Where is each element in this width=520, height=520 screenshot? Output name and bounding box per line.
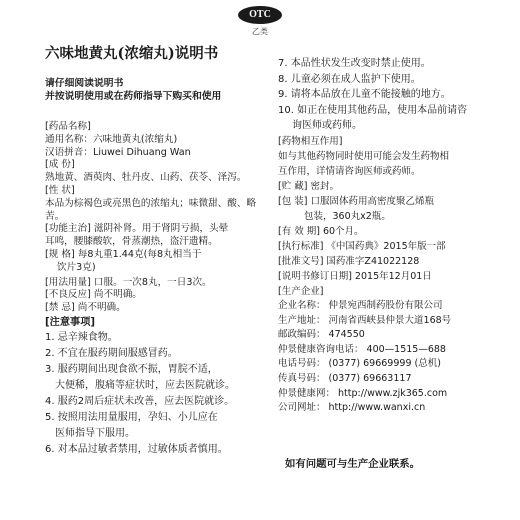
phone-number: 电话号码： (0377) 69669999 (总机) [278, 358, 441, 370]
interaction-text-cont: 互作用，详情请咨询医师或药师。 [278, 165, 421, 177]
interaction-header: [药物相互作用] [278, 135, 343, 147]
precaution-item: 8. 儿童必须在成人监护下使用。 [278, 73, 421, 85]
right-column [278, 56, 500, 416]
precaution-item: 2. 不宜在服药期间服感冒药。 [45, 347, 178, 359]
contraindications-text: [禁 忌] 尚不明确。 [45, 302, 126, 314]
precaution-item: 10. 如正在使用其他药品，使用本品前请咨 [278, 104, 468, 116]
document-title: 六味地黄丸(浓缩丸)说明书 [45, 45, 219, 62]
character-text: 本品为棕褐色或亮黑色的浓缩丸；味微甜、酸、略苦。 [45, 197, 257, 222]
precautions-list-left [45, 330, 260, 458]
standard-text: [执行标准] 《中国药典》2015年版一部 [278, 240, 446, 252]
postal-code: 邮政编码： 474550 [278, 329, 365, 341]
storage-text: [贮 藏] 密封。 [278, 180, 339, 192]
health-website: 仲景健康网： http://www.zjk365.com [278, 387, 448, 399]
pinyin-name: 汉语拼音：Liuwei Dihuang Wan [45, 146, 191, 158]
company-address: 生产地址： 河南省西峡县仲景大道168号 [278, 314, 452, 326]
interaction-text: 如与其他药物同时使用可能会发生药物相 [278, 150, 450, 162]
character-header: [性 状] [45, 184, 75, 196]
precaution-item: 4. 服药2周后症状未改善，应去医院就诊。 [45, 395, 235, 407]
specification-text: [规 格] 每8丸重1.44克(每8丸相当于 [45, 248, 202, 260]
precaution-item: 7. 本品性状发生改变时禁止使用。 [278, 58, 431, 69]
indication-text: [功能主治] 滋阴补肾。用于肾阴亏损，头晕 [45, 223, 229, 235]
usage-text: [用法用量] 口服。一次8丸，一日3次。 [45, 276, 212, 288]
precaution-item-cont: 医师指导下服用。 [55, 427, 135, 439]
precaution-item: 6. 对本品过敏者禁用，过敏体质者慎用。 [45, 443, 228, 455]
otc-badge [232, 6, 288, 40]
ingredients-header: [成 份] [45, 159, 75, 171]
left-column [45, 44, 260, 458]
health-hotline: 仲景健康咨询电话： 400—1515—688 [278, 343, 446, 355]
precaution-item: 5. 按照用法用量服用，孕妇、小儿应在 [45, 411, 218, 423]
fax-number: 传真号码： (0377) 69663117 [278, 372, 412, 384]
revision-date-text: [说明书修订日期] 2015年12月01日 [278, 270, 432, 282]
company-info [278, 299, 500, 416]
specification-text-cont: 饮片3克) [57, 261, 96, 273]
validity-text: [有 效 期] 60个月。 [278, 225, 364, 237]
common-name: 通用名称：六味地黄丸(浓缩丸) [45, 133, 178, 145]
drug-name-header: [药品名称] [45, 121, 91, 132]
notice-line-2: 并按说明使用或在药师指导下购买和使用 [45, 90, 222, 102]
precaution-item: 9. 请将本品放在儿童不能接触的地方。 [278, 89, 451, 101]
precaution-item-cont: 大便稀，腹痛等症状时，应去医院就诊。 [55, 379, 235, 391]
ingredients-text: 熟地黄、酒萸肉、牡丹皮、山药、茯苓、泽泻。 [45, 172, 247, 184]
precautions-list-right [278, 56, 500, 134]
manufacturer-header: [生产企业] [278, 285, 324, 297]
approval-number-text: [批准文号] 国药准字Z41022128 [278, 255, 420, 267]
precaution-item: 1. 忌辛辣食物。 [45, 331, 118, 343]
contact-note: 如有问题可与生产企业联系。 [285, 458, 421, 470]
package-text: [包 装] 口服固体药用高密度聚乙烯瓶 [278, 195, 434, 207]
otc-class-label: 乙类 [252, 27, 268, 36]
package-text-cont: 包装，360丸x2瓶。 [304, 210, 391, 222]
notice-line-1: 请仔细阅读说明书 [45, 78, 124, 89]
precaution-item: 3. 服药期间出现食欲不振，胃脘不适， [45, 363, 218, 375]
indication-text-cont: 耳鸣，腰膝酸软，骨蒸潮热，盗汗遗精。 [45, 236, 218, 248]
precaution-item-cont: 询医师或药师。 [292, 120, 362, 132]
precautions-header: [注意事项] [45, 316, 96, 328]
otc-logo: OTC [238, 6, 282, 24]
adverse-reactions-text: [不良反应] 尚不明确。 [45, 289, 142, 301]
company-website: 公司网址： http://www.wanxi.cn [278, 402, 426, 414]
company-name: 企业名称： 仲景宛西制药股份有限公司 [278, 299, 443, 311]
